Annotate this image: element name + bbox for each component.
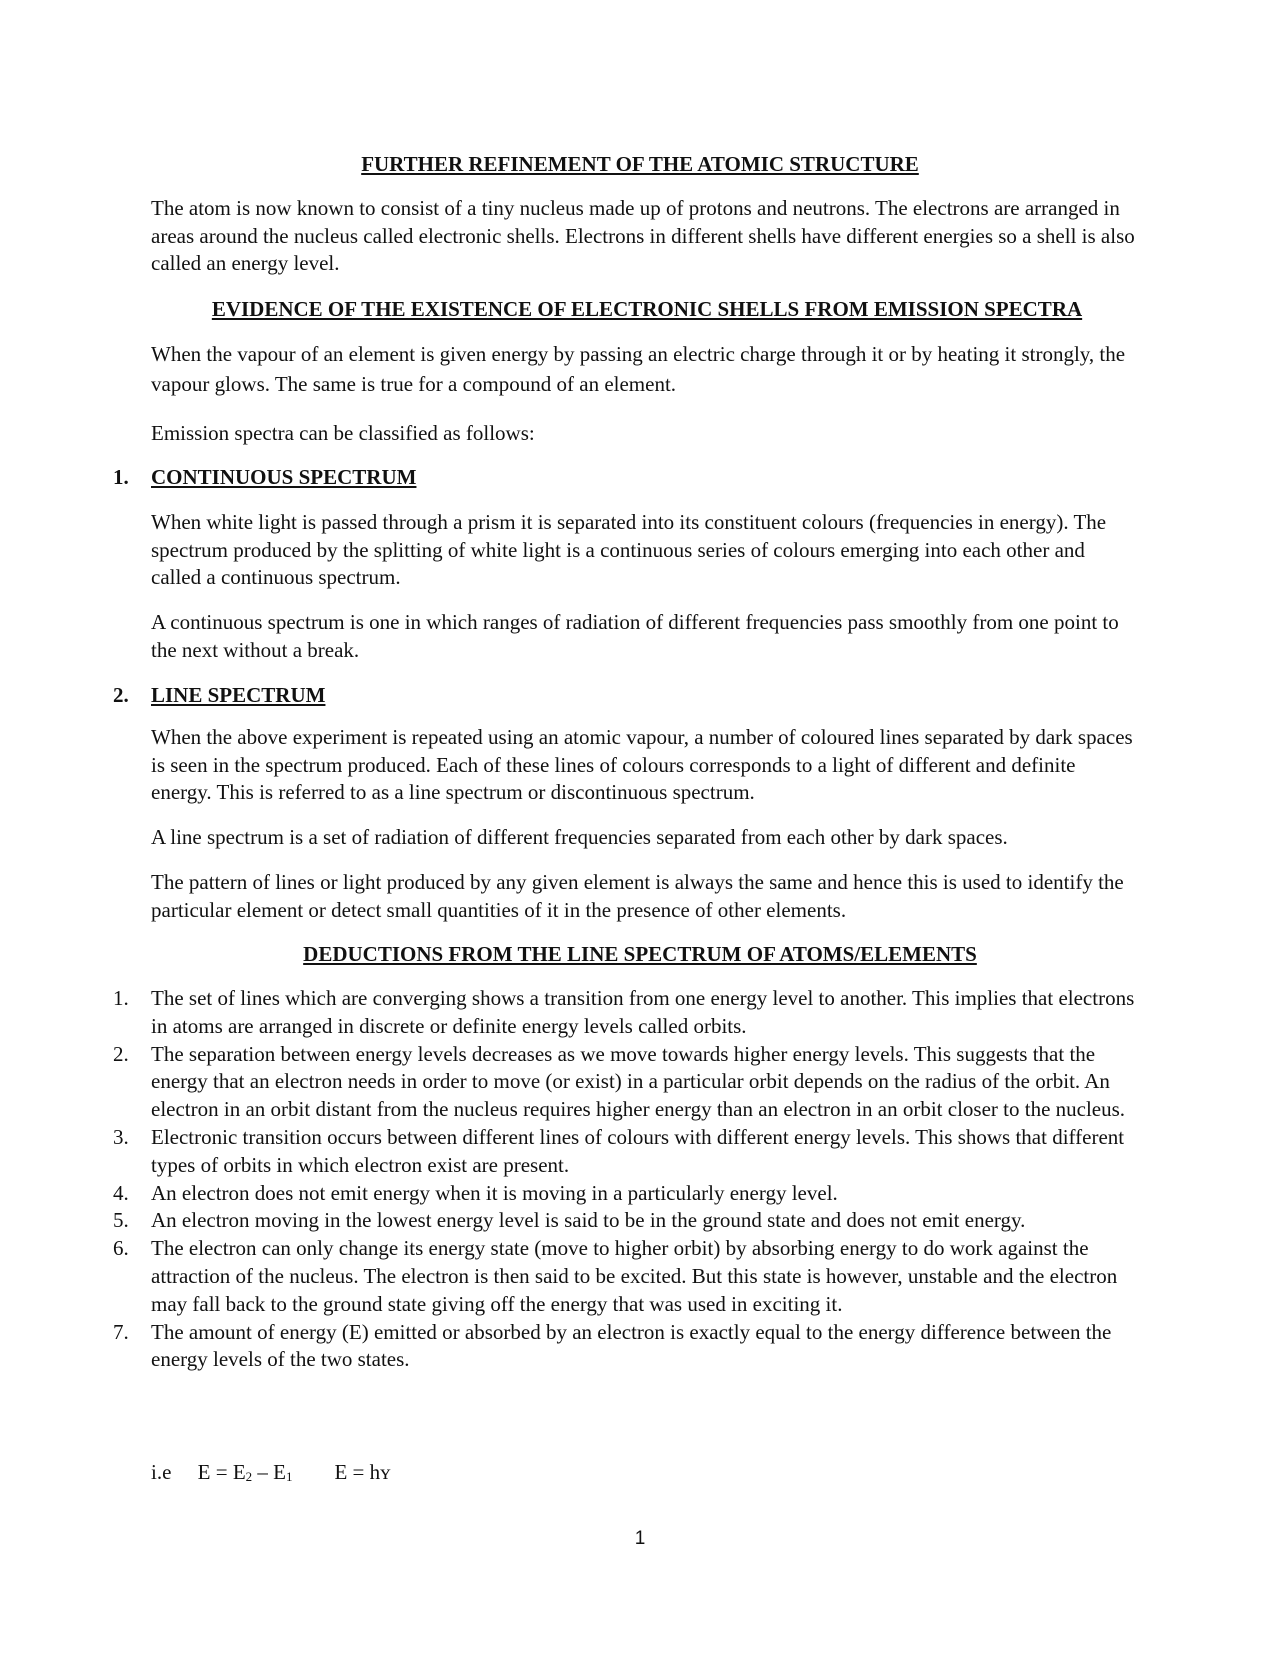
section-2-paragraph-1: When the above experiment is repeated using an atomic vapour, a number of coloured lines separated by dark spaces is seen in the spectrum produced. Each of these lines of colours corresponds to a light of different and definite energy. This is referred to as a line spectrum or discontinuous spectrum. [151,725,1133,804]
list-item-number: 4. [113,1180,129,1205]
section-1-number: 1. [113,465,129,489]
list-item-number: 2. [113,1041,129,1066]
list-item-number: 5. [113,1208,129,1233]
list-item-text: The set of lines which are converging shows a transition from one energy level to another. This implies that electrons in atoms are arranged in discrete or definite energy levels called orbits. [151,986,1135,1038]
list-item-text: Electronic transition occurs between different lines of colours with different energy levels. This shows that different types of orbits in which electron exist are present. [151,1124,1125,1177]
classification-paragraph: Emission spectra can be classified as follows: [151,421,535,445]
energy-equation [151,1458,391,1491]
evidence-heading: EVIDENCE OF THE EXISTENCE OF ELECTRONIC SHELLS FROM EMISSION SPECTRA [211,297,1083,321]
list-item [113,1180,1143,1208]
equation-prefix: i.e [151,1460,172,1484]
intro-paragraph: The atom is now known to consist of a tiny nucleus made up of protons and neutrons. The electrons are arranged in areas around the nucleus called electronic shells. Electrons in different shells have different energies so a shell is also called an energy level. [151,196,1135,275]
list-item [113,1041,1143,1124]
deductions-list [113,985,1143,1374]
list-item [113,1319,1143,1375]
equation-planck: E = hʏ [334,1460,391,1484]
page-number: 1 [634,1528,646,1549]
list-item-text: An electron does not emit energy when it is moving in a particularly energy level. [151,1180,838,1205]
section-1-paragraph-2: A continuous spectrum is one in which ranges of radiation of different frequencies pass smoothly from one point to the next without a break. [151,610,1119,662]
list-item-text: The amount of energy (E) emitted or absorbed by an electron is exactly equal to the energy difference between the energy levels of the two states. [151,1319,1112,1372]
list-item-number: 7. [113,1319,129,1344]
list-item-number: 3. [113,1124,129,1149]
list-item [113,1207,1143,1235]
list-item [113,1124,1143,1180]
list-item-text: The separation between energy levels decreases as we move towards higher energy levels. This suggests that the energy that an electron needs in order to move (or exist) in a particular orbit depends on the radius of the orbit. An electron in an orbit distant from the nucleus requires higher energy than an electron in an orbit closer to the nucleus. [151,1041,1126,1122]
list-item-text: An electron moving in the lowest energy level is said to be in the ground state and does not emit energy. [151,1208,1026,1233]
deductions-heading: DEDUCTIONS FROM THE LINE SPECTRUM OF ATOMS/ELEMENTS [303,942,977,966]
section-1-title: CONTINUOUS SPECTRUM [151,465,417,489]
list-item-number: 6. [113,1236,129,1261]
equation-lhs: E = E [197,1460,246,1484]
section-1-paragraph-1: When white light is passed through a prism it is separated into its constituent colours (frequencies in energy). The spectrum produced by the splitting of white light is a continuous series of colours emerging into each other and called a continuous spectrum. [151,510,1107,589]
section-2-number: 2. [113,683,129,707]
page-title: FURTHER REFINEMENT OF THE ATOMIC STRUCTURE [361,152,919,176]
list-item-text: The electron can only change its energy state (move to higher orbit) by absorbing energy to do work against the attraction of the nucleus. The electron is then said to be excited. But this state is however, unstable and the electron may fall back to the ground state giving off the energy that was used in exciting it. [151,1236,1118,1316]
list-item [113,985,1143,1041]
evidence-paragraph: When the vapour of an element is given energy by passing an electric charge through it or by heating it strongly, the vapour glows. The same is true for a compound of an element. [151,342,1126,396]
list-item-number: 1. [113,986,129,1010]
equation-sub-1: 1 [285,1469,293,1484]
section-2-title: LINE SPECTRUM [151,683,326,707]
list-item [113,1235,1143,1318]
section-2-paragraph-3: The pattern of lines or light produced by any given element is always the same and hence this is used to identify the particular element or detect small quantities of it in the presence of other elements. [151,870,1124,922]
equation-minus: – E [252,1460,286,1484]
equation-sub-2: 2 [245,1469,253,1484]
section-2-paragraph-2: A line spectrum is a set of radiation of different frequencies separated from each other by dark spaces. [151,825,1008,849]
